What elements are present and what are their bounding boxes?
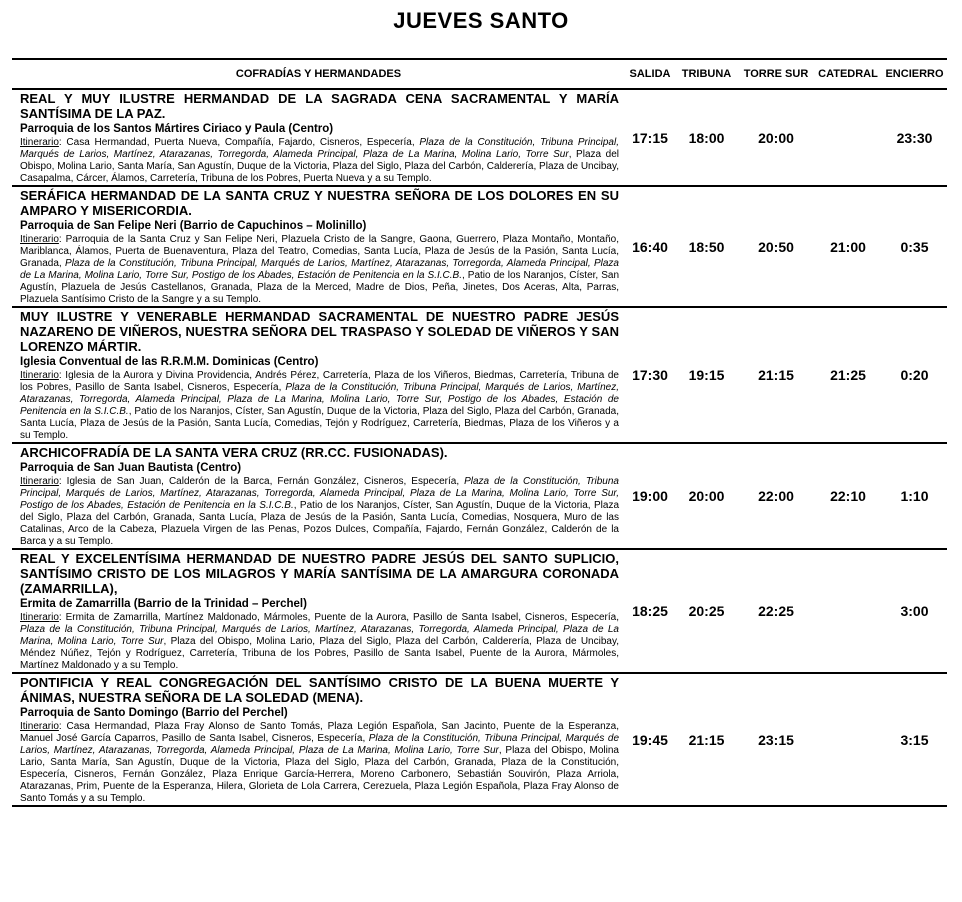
itinerary xyxy=(20,612,619,672)
catedral-time: 22:10 xyxy=(830,488,866,504)
church-name: Parroquia de los Santos Mártires Ciriaco y Paula (Centro) xyxy=(20,123,334,135)
table-row xyxy=(12,186,947,307)
header-torre-sur: TORRE SUR xyxy=(743,68,809,80)
table-row xyxy=(12,443,947,549)
itinerary-segment: : Casa Hermandad, Plaza Fray Alonso de Santo Tomás, Plaza Legión Española, San Jacinto, Puente de la Esperanza, Manuel José García Caparros, Pasillo de Santa Isabel, Cisneros, Especería, xyxy=(20,721,619,744)
brotherhood-name: REAL Y MUY ILUSTRE HERMANDAD DE LA SAGRADA CENA SACRAMENTAL Y MARÍA SANTÍSIMA DE LA PAZ. xyxy=(20,91,619,121)
header-tribuna: TRIBUNA xyxy=(681,68,732,80)
brotherhood-name: REAL Y EXCELENTÍSIMA HERMANDAD DE NUESTRO PADRE JESÚS DEL SANTO SUPLICIO, SANTÍSIMO CRISTO DE LOS MILAGROS Y MARÍA SANTÍSIMA DE LA AMARGURA CORONADA (ZAMARRILLA), xyxy=(20,551,619,596)
encierro-time: 3:00 xyxy=(900,603,929,619)
tribuna-time: 20:00 xyxy=(688,488,725,504)
encierro-time: 23:30 xyxy=(896,129,933,146)
header-catedral: CATEDRAL xyxy=(818,68,878,80)
itinerary xyxy=(20,234,619,306)
torre-sur-time: 23:15 xyxy=(758,731,794,748)
itinerary-segment: , Plaza del Obispo, Molina Lario, Santa María, San Agustín, Duque de la Victoria, Plaza del Siglo, Plaza del Carbón, Calderería, Plaza de Uncibay, Casapalma, Cárcer, Álamos, Carretería, Tribuna de los Pobres, Puerta Nueva y a su Templo. xyxy=(20,149,619,184)
brotherhood-name: ARCHICOFRADÍA DE LA SANTA VERA CRUZ (RR.CC. FUSIONADAS). xyxy=(20,445,448,460)
brotherhood-name: PONTIFICIA Y REAL CONGREGACIÓN DEL SANTÍSIMO CRISTO DE LA BUENA MUERTE Y ÁNIMAS, NUESTRA SEÑORA DE LA SOLEDAD (MENA). xyxy=(20,675,619,705)
itinerary-label: Itinerario xyxy=(20,234,59,245)
church-name: Ermita de Zamarrilla (Barrio de la Trinidad – Perchel) xyxy=(20,598,307,610)
itinerary-official-route: Plaza de la Constitución, Tribuna Principal, Marqués de Larios, Martínez, Atarazanas, Torregorda, Alameda Principal, Plaza de La Marina, Molina Lario, Torre Sur xyxy=(20,624,619,647)
salida-time: 18:25 xyxy=(632,603,668,619)
itinerary-segment: : Casa Hermandad, Puerta Nueva, Compañía, Fajardo, Cisneros, Especería, xyxy=(58,137,420,148)
catedral-time xyxy=(814,673,882,806)
itinerary-official-route: Plaza de la Constitución, Tribuna Principal, Marqués de Larios, Martínez, Atarazanas, Torregorda, Alameda Principal, Plaza de La Marina, Molina Lario, Torre Sur xyxy=(20,137,619,160)
page-title: JUEVES SANTO xyxy=(393,8,569,33)
table-row xyxy=(12,549,947,673)
itinerary xyxy=(20,370,619,442)
torre-sur-time: 22:25 xyxy=(758,603,794,619)
brotherhood-cell xyxy=(12,89,625,186)
table-header-row xyxy=(12,59,947,89)
itinerary-segment: : Ermita de Zamarrilla, Martínez Maldonado, Mármoles, Puente de la Aurora, Pasillo de Santa Isabel, Cisneros, Especería, xyxy=(58,612,619,623)
schedule-table xyxy=(12,58,947,807)
table-row xyxy=(12,89,947,186)
header-salida: SALIDA xyxy=(629,68,671,80)
brotherhood-name: MUY ILUSTRE Y VENERABLE HERMANDAD SACRAMENTAL DE NUESTRO PADRE JESÚS NAZARENO DE VIÑEROS, NUESTRA SEÑORA DEL TRASPASO Y SOLEDAD DE VIÑEROS Y SAN LORENZO MÁRTIR. xyxy=(20,309,619,354)
itinerary-label: Itinerario xyxy=(20,370,59,381)
torre-sur-time: 22:00 xyxy=(758,488,794,504)
itinerary-label: Itinerario xyxy=(20,612,59,623)
itinerary-segment: : Iglesia de la Aurora y Divina Providencia, Andrés Pérez, Carretería, Plaza de los Viñeros, Biedmas, Carretería, Tribuna de los Pobres, Pasillo de Santa Isabel, Cisneros, Especería, xyxy=(20,370,619,393)
itinerary-segment: , Patio de los Naranjos, Císter, San Agustín, Plazuela de Jesús Castellanos, Granada, Plaza de la Merced, Madre de Dios, Peña, Jinetes, Dos Aceras, Alta, Parras, Plazuela Santísimo Cristo de la Sangre y a su Templo. xyxy=(20,270,620,305)
itinerary-official-route: Plaza de la Constitución, Tribuna Principal, Marqués de Larios, Martínez, Atarazanas, Torregorda, Alameda Principal, Plaza de La Marina, Molina Lario, Torre Sur, Postigo de los Abades, Estación de Penitencia en la S.I.C.B. xyxy=(20,382,619,417)
brotherhood-name: SERÁFICA HERMANDAD DE LA SANTA CRUZ Y NUESTRA SEÑORA DE LOS DOLORES EN SU AMPARO Y MISERICORDIA. xyxy=(20,188,619,218)
salida-time: 17:30 xyxy=(632,367,668,383)
itinerary-official-route: Plaza de la Constitución, Tribuna Principal, Marqués de Larios, Martínez, Atarazanas, Torregorda, Alameda Principal, Plaza de La Marina, Molina Lario, Torre Sur, Postigo de los Abades, Estación de Penitencia en la S.I.C.B. xyxy=(20,476,619,511)
church-name: Iglesia Conventual de las R.R.M.M. Dominicas (Centro) xyxy=(20,356,319,368)
torre-sur-time: 20:50 xyxy=(758,238,794,255)
itinerary xyxy=(20,137,619,185)
table-row xyxy=(12,307,947,443)
itinerary-label: Itinerario xyxy=(20,721,59,732)
itinerary-label: Itinerario xyxy=(20,137,59,148)
encierro-time: 1:10 xyxy=(900,488,929,504)
brotherhood-cell xyxy=(12,549,625,673)
salida-time: 17:15 xyxy=(632,129,668,146)
church-name: Parroquia de San Felipe Neri (Barrio de Capuchinos – Molinillo) xyxy=(20,220,367,232)
church-name: Parroquia de San Juan Bautista (Centro) xyxy=(20,462,242,474)
tribuna-time: 18:00 xyxy=(688,129,725,146)
table-row xyxy=(12,673,947,806)
itinerary-segment: , Patio de los Naranjos, Císter, San Agustín, Duque de la Victoria, Plaza del Siglo, Plaza del Carbón, Granada, Santa Lucía, Plaza de Jesús de la Pasión, Santa Lucía, Comedias, Tejón y Rodríguez, Carretería, Biedmas, Plaza de los Viñeros y a su Templo. xyxy=(20,406,619,441)
encierro-time: 3:15 xyxy=(900,731,929,748)
tribuna-time: 21:15 xyxy=(688,731,725,748)
torre-sur-time: 20:00 xyxy=(758,129,794,146)
itinerary-segment: : Iglesia de San Juan, Calderón de la Barca, Fernán González, Cisneros, Especería, xyxy=(58,476,465,487)
encierro-time: 0:20 xyxy=(900,367,929,383)
brotherhood-cell xyxy=(12,186,625,307)
header-cofradias: COFRADÍAS Y HERMANDADES xyxy=(235,68,402,80)
itinerary-segment: , Plaza del Obispo, Molina Lario, Santa María, San Agustín, Duque de la Victoria, Plaza del Siglo, Plaza del Carbón, Granada, Plaza de la Constitución, Especería, Cisneros, Fernán González, Plaza Enrique García-Herrera, Moreno Carbonero, Sebastián Souvirón, Plaza Arriola, Atarazanas, Prim, Puente de la Esperanza, Hilera, Glorieta de Lola Carrera, Cerezuela, Plaza Legión Española, Plaza Fray Alonso de Santo Tomás y a su Templo. xyxy=(20,745,619,804)
itinerary xyxy=(20,721,619,805)
church-name: Parroquia de Santo Domingo (Barrio del Perchel) xyxy=(20,707,288,719)
tribuna-time: 20:25 xyxy=(688,603,725,619)
header-encierro: ENCIERRO xyxy=(885,68,944,80)
itinerary-label: Itinerario xyxy=(20,476,59,487)
brotherhood-cell xyxy=(12,307,625,443)
salida-time: 19:00 xyxy=(632,488,668,504)
catedral-time: 21:00 xyxy=(830,238,866,255)
table-body xyxy=(12,89,947,806)
catedral-time: 21:25 xyxy=(830,367,866,383)
itinerary-segment: : Parroquia de la Santa Cruz y San Felipe Neri, Plazuela Cristo de la Sangre, Gaona, Guerrero, Plaza Montaño, Montaño, Mariblanca, Álamos, Puerta de Buenaventura, Plaza del Teatro, Comedias, Santa Lucía, Plaza de Jesús de la Pasión, Santa Lucía, Granada, xyxy=(20,234,619,269)
brotherhood-cell xyxy=(12,673,625,806)
itinerary-official-route: Plaza de la Constitución, Tribuna Principal, Marqués de Larios, Martínez, Atarazanas, Torregorda, Alameda Principal, Plaza de La Marina, Molina Lario, Torre Sur xyxy=(20,733,620,756)
itinerary-official-route: Plaza de la Constitución, Tribuna Principal, Marqués de Larios, Martínez, Atarazanas, Torregorda, Alameda Principal, Plaza de La Marina, Molina Lario, Torre Sur, Postigo de los Abades, Estación de Penitencia en la S.I.C.B. xyxy=(20,258,619,281)
brotherhood-cell xyxy=(12,443,625,549)
catedral-time xyxy=(814,89,882,186)
itinerary-segment: , Plaza del Obispo, Molina Lario, Plaza del Siglo, Plaza del Carbón, Calderería, Plaza de Uncibay, Méndez Núñez, Tejón y Rodríguez, Carretería, Tribuna de los Pobres, Pasillo de Santa Isabel, Puente de la Aurora, Mármoles, Martínez Maldonado y a su Templo. xyxy=(20,636,620,671)
torre-sur-time: 21:15 xyxy=(758,367,794,383)
encierro-time: 0:35 xyxy=(900,238,929,255)
itinerary-segment: , Patio de los Naranjos, Císter, San Agustín, Duque de la Victoria, Plaza del Siglo, Plaza del Carbón, Granada, Santa Lucía, Plaza de Jesús de la Pasión, Santa Lucía, Comedias, Nosquera, Muro de las Catalinas, Arco de la Cabeza, Plazuela Virgen de las Penas, Pozos Dulces, Compañía, Fajardo, Fernán González, Calderón de la Barca y a su Templo. xyxy=(20,500,620,547)
salida-time: 16:40 xyxy=(632,238,668,255)
catedral-time xyxy=(814,549,882,673)
itinerary xyxy=(20,476,619,548)
tribuna-time: 18:50 xyxy=(688,238,725,255)
tribuna-time: 19:15 xyxy=(688,367,725,383)
salida-time: 19:45 xyxy=(632,731,668,748)
